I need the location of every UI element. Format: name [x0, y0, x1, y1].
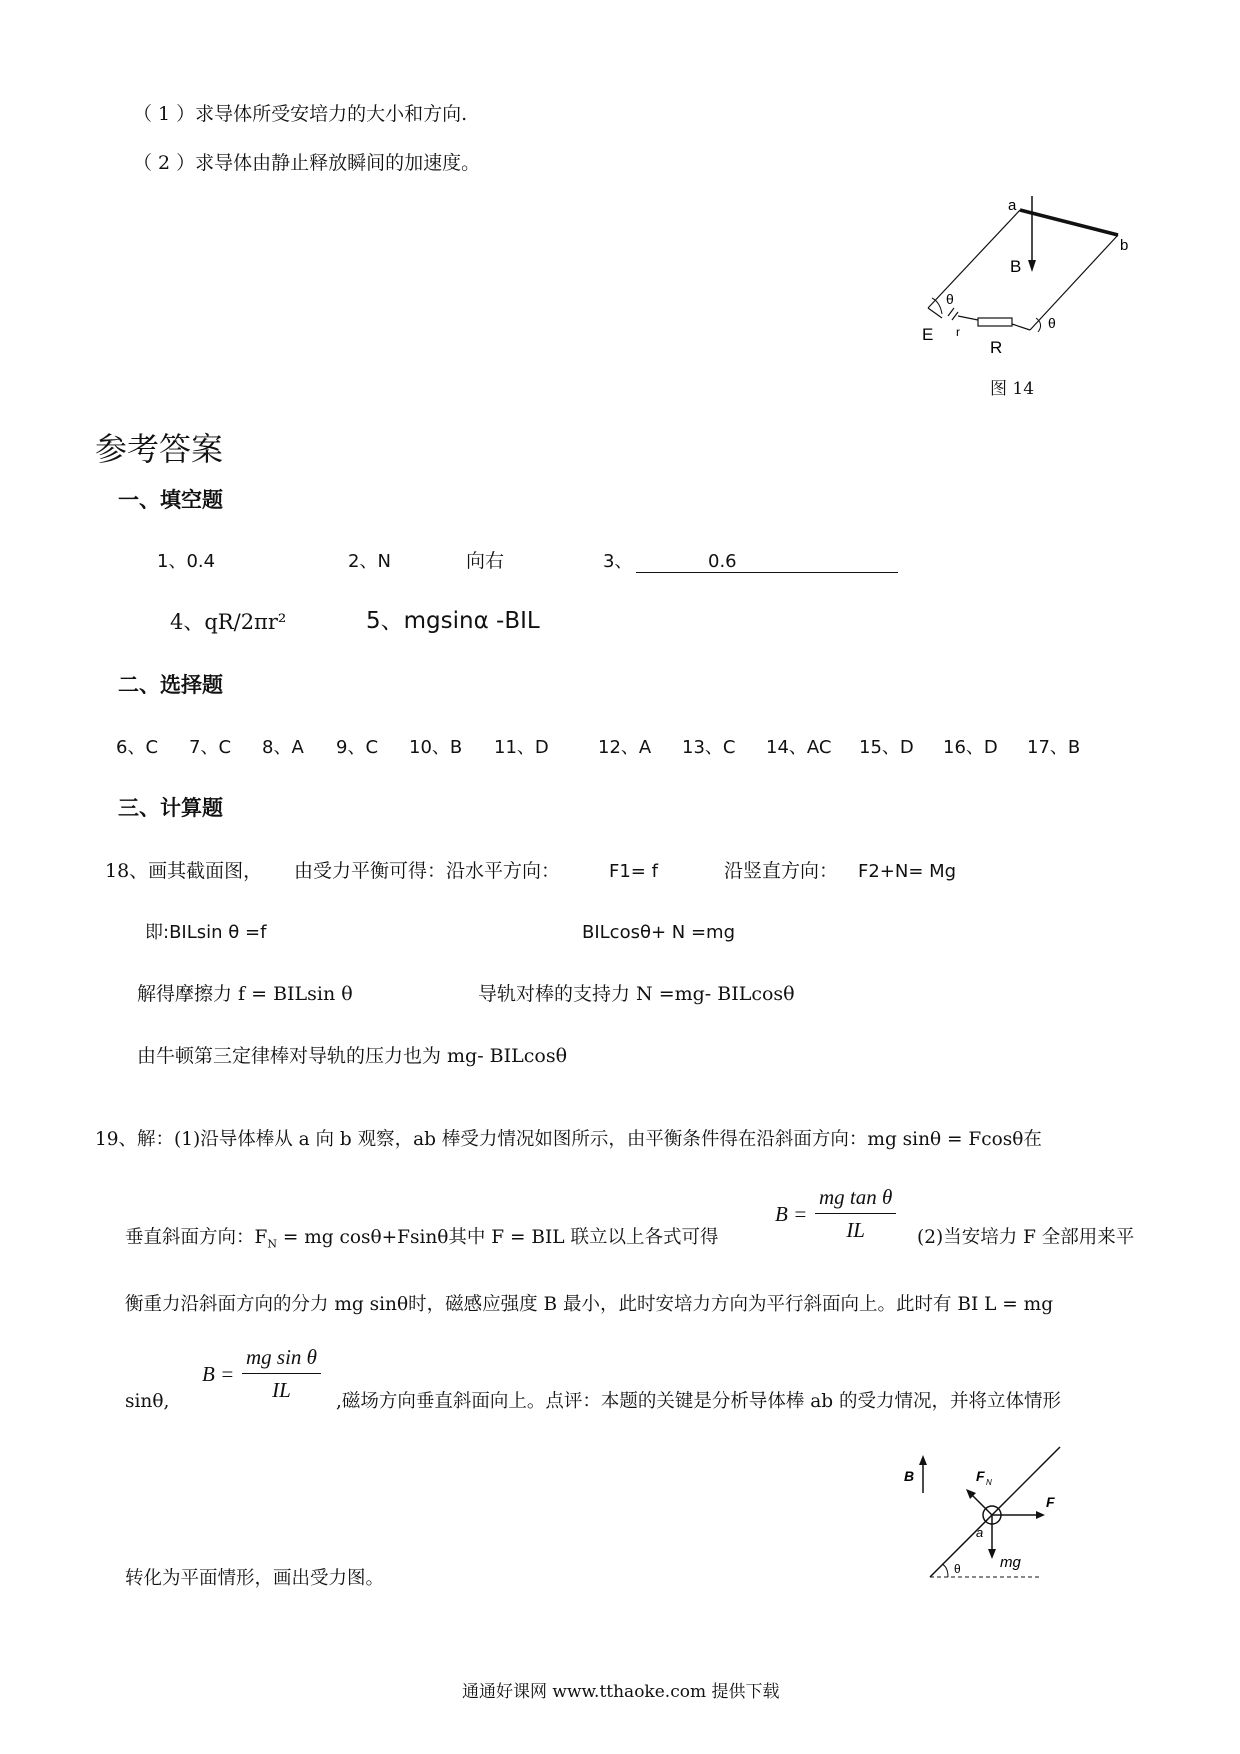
fig14-label-R: R [990, 338, 1003, 357]
q19-line4-start: sinθ, [125, 1391, 170, 1412]
fig14-label-a: a [1008, 197, 1017, 214]
q19-line2-sub: N [267, 1237, 277, 1251]
q18-line1-start: 18、画其截面图， [105, 860, 263, 882]
answer-title: 参考答案 [95, 430, 224, 468]
choice-answer-6: 6、C [116, 737, 159, 758]
force-label-a: a [976, 1525, 984, 1540]
formula-2-denominator: IL [272, 1378, 291, 1402]
choice-answer-13: 13、C [682, 737, 736, 758]
fill-answer-2: 2、N [348, 551, 391, 572]
q18-support-force: 导轨对棒的支持力 N =mg- BILcosθ [478, 983, 795, 1005]
fill-answer-3-number: 3、 [603, 551, 633, 572]
force-diagram [890, 1435, 1080, 1585]
q19-line2-text-b: = mg cosθ+Fsinθ其中 F = BIL 联立以上各式可得 [276, 1227, 719, 1248]
q18-friction: 解得摩擦力 f = BILsin θ [137, 983, 353, 1005]
fig14-label-theta2: θ [1048, 315, 1056, 331]
choice-answer-8: 8、A [262, 737, 304, 758]
fig14-label-r: r [956, 325, 960, 339]
figure-14-caption: 图 14 [990, 379, 1035, 399]
force-label-FN: F [976, 1468, 985, 1484]
fig14-label-b: b [1120, 237, 1129, 254]
section-2-heading: 二、选择题 [118, 673, 223, 697]
choice-answer-11: 11、D [494, 737, 549, 758]
choice-answer-14: 14、AC [766, 737, 832, 758]
fig14-label-E: E [922, 325, 934, 344]
fill-answer-3-value: 0.6 [708, 551, 737, 572]
q18-horizontal-eq: F1= f [609, 861, 658, 882]
fig14-label-theta1: θ [946, 291, 954, 307]
force-label-theta: θ [954, 1562, 961, 1576]
q19-line4-rest: ,磁场方向垂直斜面向上。点评：本题的关键是分析导体棒 ab 的受力情况，并将立体情形 [336, 1391, 1062, 1412]
section-3-heading: 三、计算题 [118, 796, 223, 820]
force-label-F: F [1046, 1494, 1055, 1510]
fill-answer-1: 1、0.4 [157, 551, 216, 572]
q19-line2-part2: (2)当安培力 F 全部用来平 [917, 1227, 1135, 1248]
fill-answer-3-blank [636, 548, 898, 573]
q19-line2-start [125, 1229, 718, 1250]
fill-answer-2-direction: 向右 [466, 550, 505, 572]
section-1-heading: 一、填空题 [118, 488, 223, 512]
choice-answer-16: 16、D [943, 737, 998, 758]
q18-line1-condition: 由受力平衡可得：沿水平方向： [294, 860, 561, 882]
fig14-label-B: B [1010, 257, 1022, 276]
fill-answer-4: 4、qR/2πr² [170, 610, 287, 634]
formula-1-lhs: B = [775, 1202, 808, 1226]
choice-answer-7: 7、C [189, 737, 232, 758]
formula-1-denominator: IL [846, 1218, 865, 1242]
formula-2-fraction [242, 1345, 321, 1403]
force-label-FN-sub: N [986, 1478, 992, 1487]
q18-vertical-label: 沿竖直方向： [724, 860, 839, 882]
formula-1-fraction [815, 1185, 896, 1243]
choice-answer-9: 9、C [336, 737, 379, 758]
q18-pressure: 由牛顿第三定律棒对导轨的压力也为 mg- BILcosθ [137, 1045, 568, 1067]
force-label-B: B [904, 1468, 915, 1484]
choice-answer-12: 12、A [598, 737, 652, 758]
fill-answer-5: 5、mgsinα -BIL [366, 608, 540, 634]
choice-answer-10: 10、B [409, 737, 463, 758]
choice-answer-17: 17、B [1027, 737, 1081, 758]
formula-2-lhs: B = [202, 1362, 235, 1386]
q18-line2-horizontal: 即:BILsin θ =f [145, 922, 267, 943]
figure-14-diagram [910, 190, 1140, 370]
formula-1-numerator: mg tan θ [815, 1185, 896, 1214]
footer-text: 通通好课网 www.tthaoke.com 提供下载 [462, 1682, 780, 1702]
q19-line5: 转化为平面情形，画出受力图。 [125, 1568, 385, 1589]
question-1: （ 1 ）求导体所受安培力的大小和方向. [133, 103, 468, 125]
q18-vertical-eq: F2+N= Mg [858, 861, 957, 882]
force-label-mg: mg [1000, 1554, 1021, 1571]
q19-line2-text-a: 垂直斜面方向：F [125, 1227, 268, 1248]
q18-line2-vertical: BILcosθ+ N =mg [582, 922, 736, 943]
q19-line3: 衡重力沿斜面方向的分力 mg sinθ时，磁感应强度 B 最小，此时安培力方向为平行斜面向上。此时有 BI L = mg [125, 1294, 1054, 1315]
question-2: （ 2 ）求导体由静止释放瞬间的加速度。 [133, 152, 481, 174]
formula-2-numerator: mg sin θ [242, 1345, 321, 1374]
choice-answer-15: 15、D [859, 737, 914, 758]
q19-line1: 19、解：(1)沿导体棒从 a 向 b 观察，ab 棒受力情况如图所示，由平衡条件得在沿斜面方向：mg sinθ = Fcosθ在 [95, 1129, 1042, 1150]
